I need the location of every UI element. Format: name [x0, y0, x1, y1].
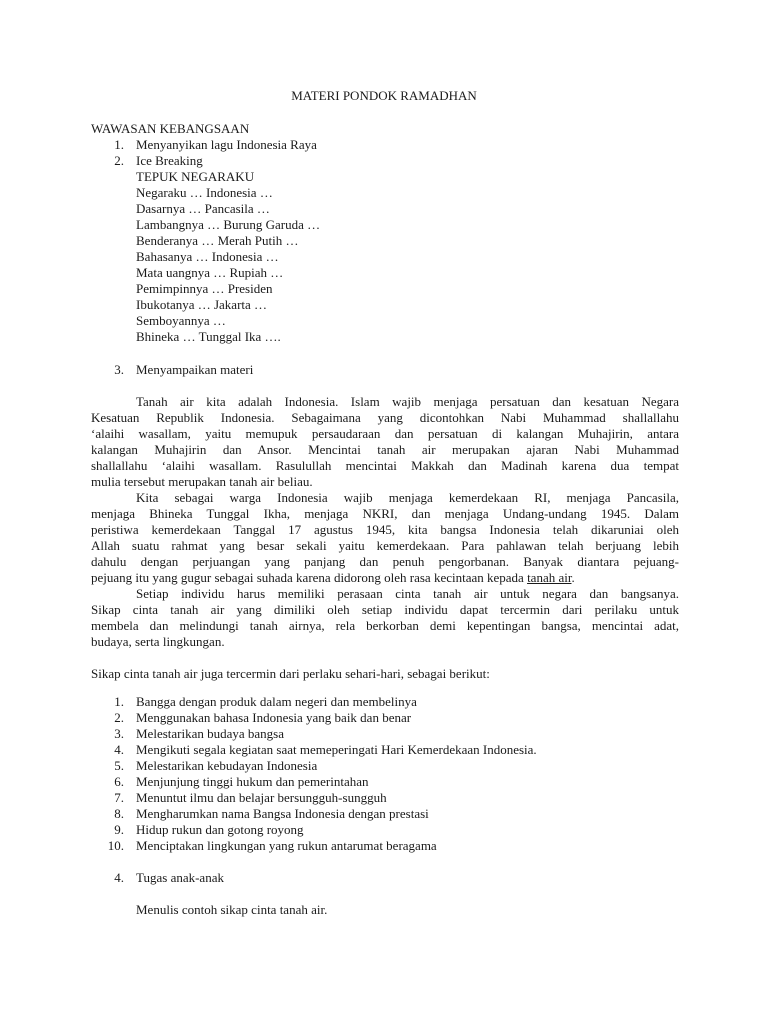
step-text: Menyampaikan materi — [136, 362, 254, 377]
paragraph-line: kalangan Muhajirin dan Ansor. Mencintai tanah air merupakan ajaran Nabi Muhammad — [91, 442, 679, 457]
paragraph-line: budaya, serta lingkungan. — [91, 634, 225, 649]
paragraph-line: Kita sebagai warga Indonesia wajib menjaga kemerdekaan RI, menjaga Pancasila, — [136, 490, 679, 505]
list-number: 2. — [114, 710, 124, 725]
list-number: 1. — [114, 694, 124, 709]
list-number: 7. — [114, 790, 124, 805]
paragraph-line: ‘alaihi wasallam, yaitu memupuk persaudaraan dan persatuan di kalangan Muhajirin, antara — [91, 426, 679, 441]
step-number: 2. — [114, 153, 124, 168]
tepuk-line: Mata uangnya … Rupiah … — [136, 265, 284, 280]
step-text: Menyanyikan lagu Indonesia Raya — [136, 137, 317, 152]
step-number: 3. — [114, 362, 124, 377]
list-item: Menuntut ilmu dan belajar bersungguh-sungguh — [136, 790, 387, 805]
section-heading: WAWASAN KEBANGSAAN — [91, 121, 250, 136]
list-number: 10. — [107, 838, 124, 853]
list-item: Bangga dengan produk dalam negeri dan membelinya — [136, 694, 417, 709]
tepuk-line: Semboyannya … — [136, 313, 226, 328]
tepuk-heading: TEPUK NEGARAKU — [136, 169, 255, 184]
paragraph-line: shallallahu ‘alaihi wasallam. Rasulullah mencintai Makkah dan Madinah karena dua tempat — [91, 458, 679, 473]
paragraph-line: peristiwa kemerdekaan Tanggal 17 agustus 1945, kita bangsa Indonesia telah dikaruniai oleh — [91, 522, 679, 537]
list-number: 3. — [114, 726, 124, 741]
tepuk-line: Ibukotanya … Jakarta … — [136, 297, 268, 312]
list-number: 9. — [114, 822, 124, 837]
step-text: Ice Breaking — [136, 153, 203, 168]
paragraph-line: Tanah air kita adalah Indonesia. Islam wajib menjaga persatuan dan kesatuan Negara — [136, 394, 679, 409]
tepuk-line: Pemimpinnya … Presiden — [136, 281, 273, 296]
list-item: Mengikuti segala kegiatan saat memeperingati Hari Kemerdekaan Indonesia. — [136, 742, 537, 757]
list-number: 6. — [114, 774, 124, 789]
tepuk-line: Dasarnya … Pancasila … — [136, 201, 270, 216]
paragraph-line: Setiap individu harus memiliki perasaan cinta tanah air untuk negara dan bangsanya. — [136, 586, 679, 601]
paragraph-text: pejuang itu yang gugur sebagai suhada karena didorong oleh rasa kecintaan kepada — [91, 570, 528, 585]
tanah-air-link[interactable]: tanah air — [527, 570, 572, 585]
paragraph-line: membela dan melindungi tanah airnya, rela berkorban demi kepentingan bangsa, mencintai adat, — [91, 618, 679, 633]
step-number: 4. — [114, 870, 124, 885]
tepuk-line: Benderanya … Merah Putih … — [136, 233, 299, 248]
list-item: Menjunjung tinggi hukum dan pemerintahan — [136, 774, 369, 789]
paragraph-text: . — [571, 570, 575, 585]
step-text: Tugas anak-anak — [136, 870, 224, 885]
paragraph-line — [91, 570, 575, 586]
tepuk-line: Negaraku … Indonesia … — [136, 185, 273, 200]
tepuk-line: Bahasanya … Indonesia … — [136, 249, 279, 264]
paragraph-line: Sikap cinta tanah air yang dimiliki oleh setiap individu dapat tercermin dari perilaku untuk — [91, 602, 679, 617]
tepuk-line: Lambangnya … Burung Garuda … — [136, 217, 321, 232]
paragraph-line: mulia tersebut merupakan tanah air beliau. — [91, 474, 313, 489]
paragraph-line: Kesatuan Republik Indonesia. Sebagaimana yang dicontohkan Nabi Muhammad shallallahu — [91, 410, 679, 425]
list-number: 4. — [114, 742, 124, 757]
paragraph-line: menjaga Bhineka Tunggal Ikha, menjaga NKRI, dan menjaga Undang-undang 1945. Dalam — [91, 506, 679, 521]
task-text: Menulis contoh sikap cinta tanah air. — [136, 902, 328, 917]
paragraph-line: Allah suatu rahmat yang besar sekali yaitu kemerdekaan. Para pahlawan telah berjuang lebih — [91, 538, 679, 553]
paragraph-line: dahulu dengan perjuangan yang panjang dan penuh pengorbanan. Banyak diantara pejuang- — [91, 554, 679, 569]
list-item: Mengharumkan nama Bangsa Indonesia dengan prestasi — [136, 806, 429, 821]
tepuk-line: Bhineka … Tunggal Ika …. — [136, 329, 281, 344]
list-item: Menggunakan bahasa Indonesia yang baik dan benar — [136, 710, 412, 725]
step-number: 1. — [114, 137, 124, 152]
page-title: MATERI PONDOK RAMADHAN — [291, 88, 477, 103]
sikap-intro: Sikap cinta tanah air juga tercermin dari perlaku sehari-hari, sebagai berikut: — [91, 666, 490, 681]
list-number: 5. — [114, 758, 124, 773]
list-item: Menciptakan lingkungan yang rukun antarumat beragama — [136, 838, 437, 853]
list-item: Melestarikan budaya bangsa — [136, 726, 285, 741]
list-number: 8. — [114, 806, 124, 821]
list-item: Melestarikan kebudayan Indonesia — [136, 758, 318, 773]
list-item: Hidup rukun dan gotong royong — [136, 822, 304, 837]
